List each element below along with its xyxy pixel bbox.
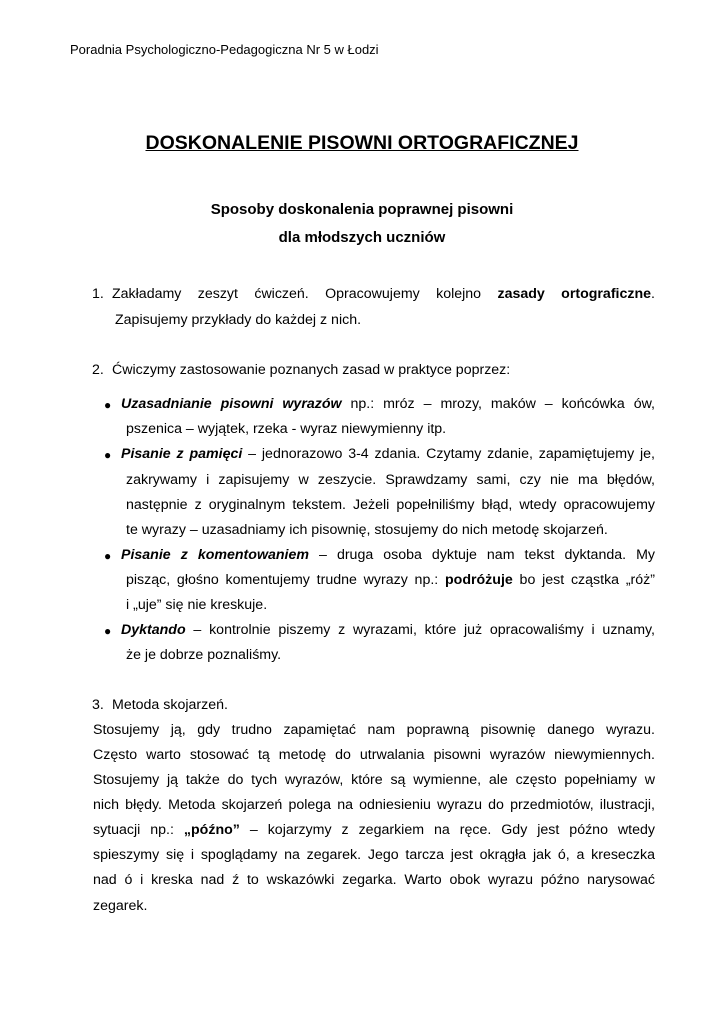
bullet-3-rest: – druga osoba dyktuje nam tekst dyktanda. My	[309, 547, 655, 563]
item-3-number: 3.	[92, 697, 104, 713]
bullet-1-line-2: pszenica – wyjątek, rzeka - wyraz niewymienny itp.	[126, 421, 447, 437]
bullet-1-term: Uzasadnianie pisowni wyrazów	[121, 396, 342, 412]
item-3-text-end: – kojarzymy z zegarkiem na ręce. Gdy jest późno wtedy	[239, 822, 655, 838]
item-3-line-8: zegarek.	[93, 898, 148, 914]
item-1-period: .	[651, 286, 655, 302]
institution-header: Poradnia Psychologiczno-Pedagogiczna Nr 5 w Łodzi	[70, 42, 379, 57]
bullet-2-line-3: następnie z oryginalnym tekstem. Jeżeli popełniliśmy błąd, wtedy opracowujemy	[126, 497, 655, 513]
bullet-2-rest: – jednorazowo 3-4 zdania. Czytamy zdanie, zapamiętujemy je,	[242, 446, 656, 462]
item-3-line-4: nich błędy. Metoda skojarzeń polega na odniesieniu wyrazu do przedmiotów, ilustracji,	[93, 797, 655, 813]
item-3-text: sytuacji np.:	[93, 822, 184, 838]
item-3-line-3: Stosujemy ją także do tych wyrazów, które są wymienne, ale często popełniamy w	[93, 772, 655, 788]
bullet-3-term: Pisanie z komentowaniem	[121, 547, 309, 563]
item-3-line-6: spieszymy się i spoglądamy na zegarek. Jego tarcza jest okrągła jak ó, a kreseczka	[93, 847, 655, 863]
document-title: DOSKONALENIE PISOWNI ORTOGRAFICZNEJ	[145, 132, 579, 154]
bullet-1-rest: np.: mróz – mrozy, maków – końcówka ów,	[341, 396, 655, 412]
subtitle-line-2: dla młodszych uczniów	[278, 229, 446, 246]
bullet-2-line-4: te wyrazy – uzasadniamy ich pisownię, stosujemy do nich metodę skojarzeń.	[126, 522, 608, 538]
item-2-number: 2.	[92, 362, 104, 378]
item-3-line-5	[93, 822, 655, 838]
bullet-3-line-3: i „uje” się nie kreskuje.	[126, 597, 268, 613]
item-2-text: Ćwiczymy zastosowanie poznanych zasad w praktyce poprzez:	[112, 362, 511, 378]
bullet-4-line-1	[121, 622, 655, 638]
bullet-2-term: Pisanie z pamięci	[121, 446, 243, 462]
bullet-3-dot: ●	[104, 549, 112, 563]
bullet-1-dot: ●	[104, 398, 112, 412]
item-3-bold-word: „późno”	[183, 822, 240, 838]
bullet-3-text: pisząc, głośno komentujemy trudne wyrazy np.:	[126, 572, 445, 588]
subtitle-line-1: Sposoby doskonalenia poprawnej pisowni	[210, 201, 514, 218]
item-1-line-1	[112, 286, 655, 302]
item-3-line-2: Często warto stosować tą metodę do utrwalania pisowni wyrazów niewymiennych.	[93, 747, 655, 763]
item-1-bold-rules: zasady ortograficzne	[497, 286, 652, 302]
bullet-1-line-1	[121, 396, 655, 412]
bullet-4-term: Dyktando	[121, 622, 186, 638]
item-1-line-2: Zapisujemy przykłady do każdej z nich.	[115, 312, 362, 328]
bullet-2-line-2: zakrywamy i zapisujemy w zeszycie. Sprawdzamy sami, czy nie ma błędów,	[126, 472, 655, 488]
item-1-text: Zakładamy zeszyt ćwiczeń. Opracowujemy kolejno	[112, 286, 482, 302]
bullet-4-line-2: że je dobrze poznaliśmy.	[126, 647, 282, 663]
bullet-2-line-1	[121, 446, 655, 462]
item-1-number: 1.	[92, 286, 104, 302]
item-3-line-1: Stosujemy ją, gdy trudno zapamiętać nam poprawną pisownię danego wyrazu.	[93, 722, 655, 738]
bullet-2-dot: ●	[104, 448, 112, 462]
bullet-3-text-end: bo jest cząstka „róż”	[512, 572, 655, 588]
bullet-3-bold-word: podróżuje	[445, 572, 513, 588]
item-3-line-7: nad ó i kreska nad ź to wskazówki zegarka. Warto obok wyrazu późno narysować	[93, 872, 655, 888]
item-3-heading: Metoda skojarzeń.	[112, 697, 228, 713]
bullet-4-rest: – kontrolnie piszemy z wyrazami, które już opracowaliśmy i uznamy,	[185, 622, 655, 638]
bullet-3-line-2	[126, 572, 655, 588]
bullet-3-line-1	[121, 547, 655, 563]
bullet-4-dot: ●	[104, 624, 112, 638]
